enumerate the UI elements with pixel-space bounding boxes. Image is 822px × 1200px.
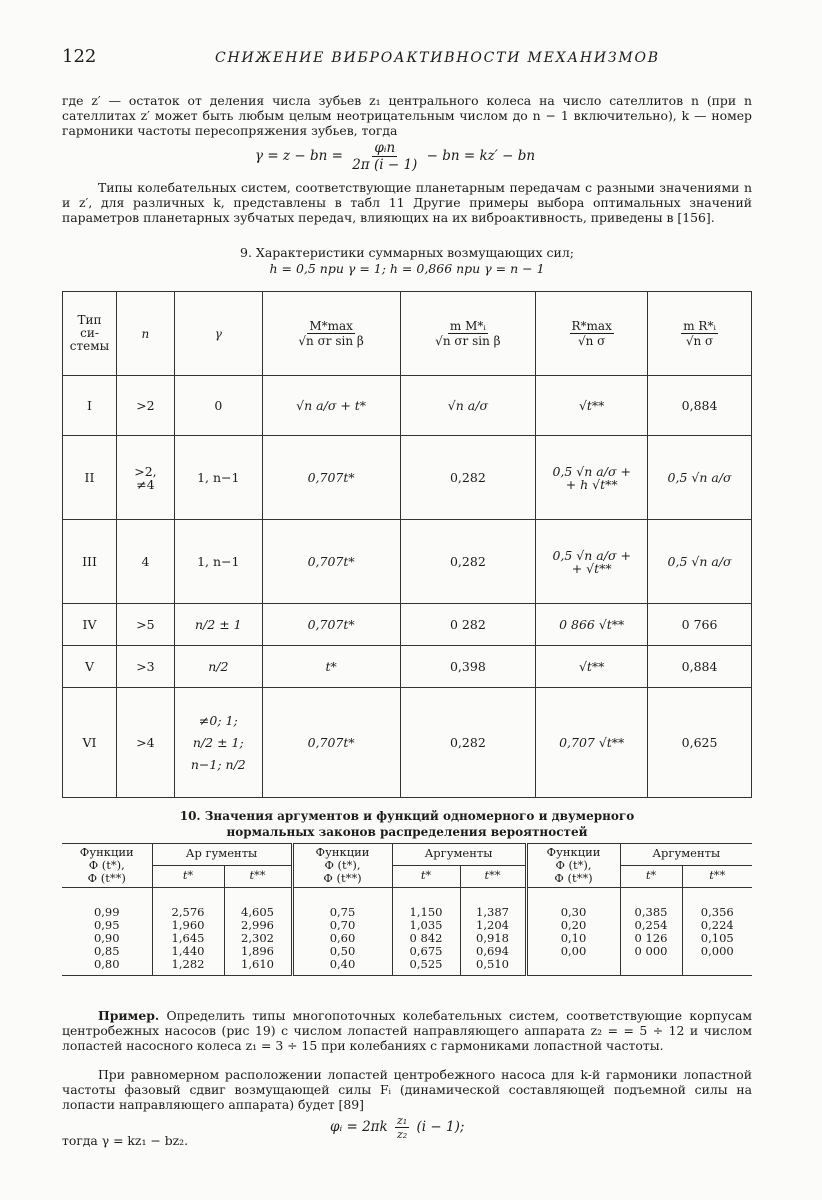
table9-header-mmi-num: m M*ᵢ bbox=[449, 318, 486, 333]
table9-cell-mmax: 0,707t* bbox=[262, 688, 400, 798]
table10-header-arguments: Аргументы bbox=[620, 844, 752, 866]
table9-cell-mmax: 0,707t* bbox=[262, 436, 400, 520]
table9-cell-rmax: √t** bbox=[536, 376, 648, 436]
table9-cell-rmax: 0,5 √n a/σ + + √t** bbox=[536, 520, 648, 604]
table9 bbox=[62, 291, 752, 798]
table10-func-values: 0,30 0,20 0,10 0,00 bbox=[526, 888, 620, 976]
example-lead: Пример. bbox=[98, 1008, 160, 1023]
running-title: СНИЖЕНИЕ ВИБРОАКТИВНОСТИ МЕХАНИЗМОВ bbox=[215, 50, 660, 66]
table9-cell-mmax: 0,707t* bbox=[262, 520, 400, 604]
table9-row bbox=[63, 688, 752, 798]
table9-header-mri-den: √n σ bbox=[685, 334, 714, 348]
table9-header-mri-num: m R*ᵢ bbox=[683, 318, 716, 333]
table9-cell-mri: 0,625 bbox=[648, 688, 752, 798]
table9-cell-mmi: 0,282 bbox=[400, 688, 536, 798]
table10-header-t1: t* bbox=[152, 866, 224, 888]
page-number: 122 bbox=[62, 46, 97, 67]
table9-header-gamma: γ bbox=[174, 292, 262, 376]
table10-func-values: 0,99 0,95 0,90 0,85 0,80 bbox=[62, 888, 152, 976]
table9-cell-mri: 0,884 bbox=[648, 376, 752, 436]
table9-cell-n: >2 bbox=[116, 376, 174, 436]
table10-header-t2: t** bbox=[460, 866, 526, 888]
table9-row bbox=[63, 376, 752, 436]
table9-cell-mmi: 0,398 bbox=[400, 646, 536, 688]
table9-row bbox=[63, 520, 752, 604]
formula-gamma-fraction bbox=[350, 140, 419, 173]
formula-then-gamma: тогда γ = kz₁ − bz₂. bbox=[62, 1133, 189, 1148]
table9-cell-mmi: 0 282 bbox=[400, 604, 536, 646]
table9-cell-n: 4 bbox=[116, 520, 174, 604]
paragraph-example bbox=[62, 1008, 752, 1053]
table10-caption bbox=[62, 808, 752, 840]
formula-phi bbox=[330, 1114, 464, 1141]
table9-cell-gamma: 1, n−1 bbox=[174, 520, 262, 604]
table9-cell-gamma: 0 bbox=[174, 376, 262, 436]
table9-header-mmax-den: √n σr sin β bbox=[298, 334, 364, 348]
table9-cell-rmax: 0,707 √t** bbox=[536, 688, 648, 798]
table9-row bbox=[63, 436, 752, 520]
table9-caption-line1: 9. Характеристики суммарных возмущающих сил; bbox=[240, 245, 574, 260]
table9-header-mmi-den: √n σr sin β bbox=[435, 334, 501, 348]
table9-cell-mri: 0 766 bbox=[648, 604, 752, 646]
table10 bbox=[62, 843, 752, 976]
table9-cell-mri: 0,884 bbox=[648, 646, 752, 688]
table9-cell-mmi: 0,282 bbox=[400, 436, 536, 520]
table10-header-arguments: Аргументы bbox=[392, 844, 526, 866]
table9-cell-type: IV bbox=[63, 604, 117, 646]
table9-cell-rmax: √t** bbox=[536, 646, 648, 688]
paragraph-system-types: Типы колебательных систем, соответствующие планетарным передачам с разными значениями n и z′, для различных k, представлены в табл 11 Другие примеры выбора оптимальных значений параметров планетарных зубчатых передач, влияющих на их виброактивность, приведены в [156]. bbox=[62, 180, 752, 225]
table9-cell-type: I bbox=[63, 376, 117, 436]
table9-header-mmax-num: M*max bbox=[309, 318, 353, 333]
table10-header-t2: t** bbox=[682, 866, 752, 888]
formula-gamma-denominator: 2π (i − 1) bbox=[352, 157, 418, 174]
formula-gamma-right: − bn = kz′ − bn bbox=[426, 148, 536, 165]
table9-cell-type: V bbox=[63, 646, 117, 688]
table9-header-rmax-den: √n σ bbox=[577, 334, 606, 348]
table10-t1-values: 2,576 1,960 1,645 1,440 1,282 bbox=[152, 888, 224, 976]
table9-cell-mmax: t* bbox=[262, 646, 400, 688]
table9-cell-gamma: n/2 bbox=[174, 646, 262, 688]
table9-caption bbox=[62, 245, 752, 277]
formula-phi-denominator: z₂ bbox=[397, 1128, 408, 1142]
table9-caption-line2: h = 0,5 при γ = 1; h = 0,866 при γ = n − 1 bbox=[269, 261, 545, 276]
table9-cell-mmax: 0,707t* bbox=[262, 604, 400, 646]
formula-phi-right: (i − 1); bbox=[416, 1119, 465, 1136]
table9-cell-rmax: 0,5 √n a/σ + + h √t** bbox=[536, 436, 648, 520]
table9-header-rmax bbox=[536, 292, 648, 376]
formula-gamma-left: γ = z − bn = bbox=[255, 148, 343, 165]
table9-cell-type: III bbox=[63, 520, 117, 604]
table9-cell-type: VI bbox=[63, 688, 117, 798]
table10-t2-values: 4,605 2,996 2,302 1,896 1,610 bbox=[224, 888, 292, 976]
table9-cell-mri: 0,5 √n a/σ bbox=[648, 436, 752, 520]
table10-t2-values: 1,387 1,204 0,918 0,694 0,510 bbox=[460, 888, 526, 976]
table10-func-values: 0,75 0,70 0,60 0,50 0,40 bbox=[292, 888, 392, 976]
formula-phi-numerator: z₁ bbox=[397, 1114, 408, 1127]
table9-cell-n: >4 bbox=[116, 688, 174, 798]
table9-row bbox=[63, 646, 752, 688]
table10-t2-values: 0,356 0,224 0,105 0,000 bbox=[682, 888, 752, 976]
table10-header-t1: t* bbox=[392, 866, 460, 888]
table9-cell-gamma: 1, n−1 bbox=[174, 436, 262, 520]
table9-cell-n: >2, ≠4 bbox=[116, 436, 174, 520]
table9-cell-gamma: n/2 ± 1 bbox=[174, 604, 262, 646]
formula-phi-fraction bbox=[395, 1114, 409, 1141]
formula-gamma bbox=[255, 140, 535, 173]
table9-cell-n: >5 bbox=[116, 604, 174, 646]
paragraph-phase-shift: При равномерном расположении лопастей центробежного насоса для k-й гармоники лопастной частоты фазовый сдвиг возмущающей силы Fᵢ (динамической составляющей подъемной силы на лопасти направляющего аппарата) будет [89] bbox=[62, 1067, 752, 1112]
table9-cell-mmi: 0,282 bbox=[400, 520, 536, 604]
table10-caption-line2: нормальных законов распределения вероятностей bbox=[226, 825, 588, 839]
example-text: Определить типы многопоточных колебательных систем, соответствующие корпусам центробежных насосов (рис 19) с числом лопастей направляющего аппарата z₂ = = 5 ÷ 12 и числом лопастей насосного колеса z₁ = 3 ÷ 15 при колебаниях с гармониками лопастной частоты. bbox=[62, 1008, 752, 1053]
table9-header-type: Тип си- стемы bbox=[63, 292, 117, 376]
table9-cell-n: >3 bbox=[116, 646, 174, 688]
table10-t1-values: 0,385 0,254 0 126 0 000 bbox=[620, 888, 682, 976]
table10-t1-values: 1,150 1,035 0 842 0,675 0,525 bbox=[392, 888, 460, 976]
table9-cell-type: II bbox=[63, 436, 117, 520]
table9-cell-gamma: ≠0; 1; n/2 ± 1; n−1; n/2 bbox=[174, 688, 262, 798]
table9-row bbox=[63, 604, 752, 646]
table10-caption-line1: 10. Значения аргументов и функций одномерного и двумерного bbox=[179, 809, 635, 823]
paragraph-definitions: где z′ — остаток от деления числа зубьев z₁ центрального колеса на число сателлитов n (при n сателлитах z′ может быть любым целым неотрицательным числом до n − 1 включительно), k — номер гармоники частоты пересопряжения зубьев, тогда bbox=[62, 93, 752, 138]
table10-header-function: Функции Φ (t*), Φ (t**) bbox=[526, 844, 620, 888]
table9-header-mri bbox=[648, 292, 752, 376]
table9-cell-rmax: 0 866 √t** bbox=[536, 604, 648, 646]
table9-header-mmax bbox=[262, 292, 400, 376]
table9-header-n: n bbox=[116, 292, 174, 376]
table9-header-rmax-num: R*max bbox=[571, 318, 612, 333]
table10-header-function: Функции Φ (t*), Φ (t**) bbox=[62, 844, 152, 888]
table10-header-t1: t* bbox=[620, 866, 682, 888]
table10-header-arguments: Ар гументы bbox=[152, 844, 292, 866]
table10-header-function: Функции Φ (t*), Φ (t**) bbox=[292, 844, 392, 888]
table9-cell-mmi: √n a/σ bbox=[400, 376, 536, 436]
table9-cell-mmax: √n a/σ + t* bbox=[262, 376, 400, 436]
table9-header-mmi bbox=[400, 292, 536, 376]
formula-gamma-numerator: φᵢn bbox=[374, 140, 396, 156]
formula-phi-left: φᵢ = 2πk bbox=[330, 1119, 388, 1136]
table10-header-t2: t** bbox=[224, 866, 292, 888]
table9-cell-mri: 0,5 √n a/σ bbox=[648, 520, 752, 604]
